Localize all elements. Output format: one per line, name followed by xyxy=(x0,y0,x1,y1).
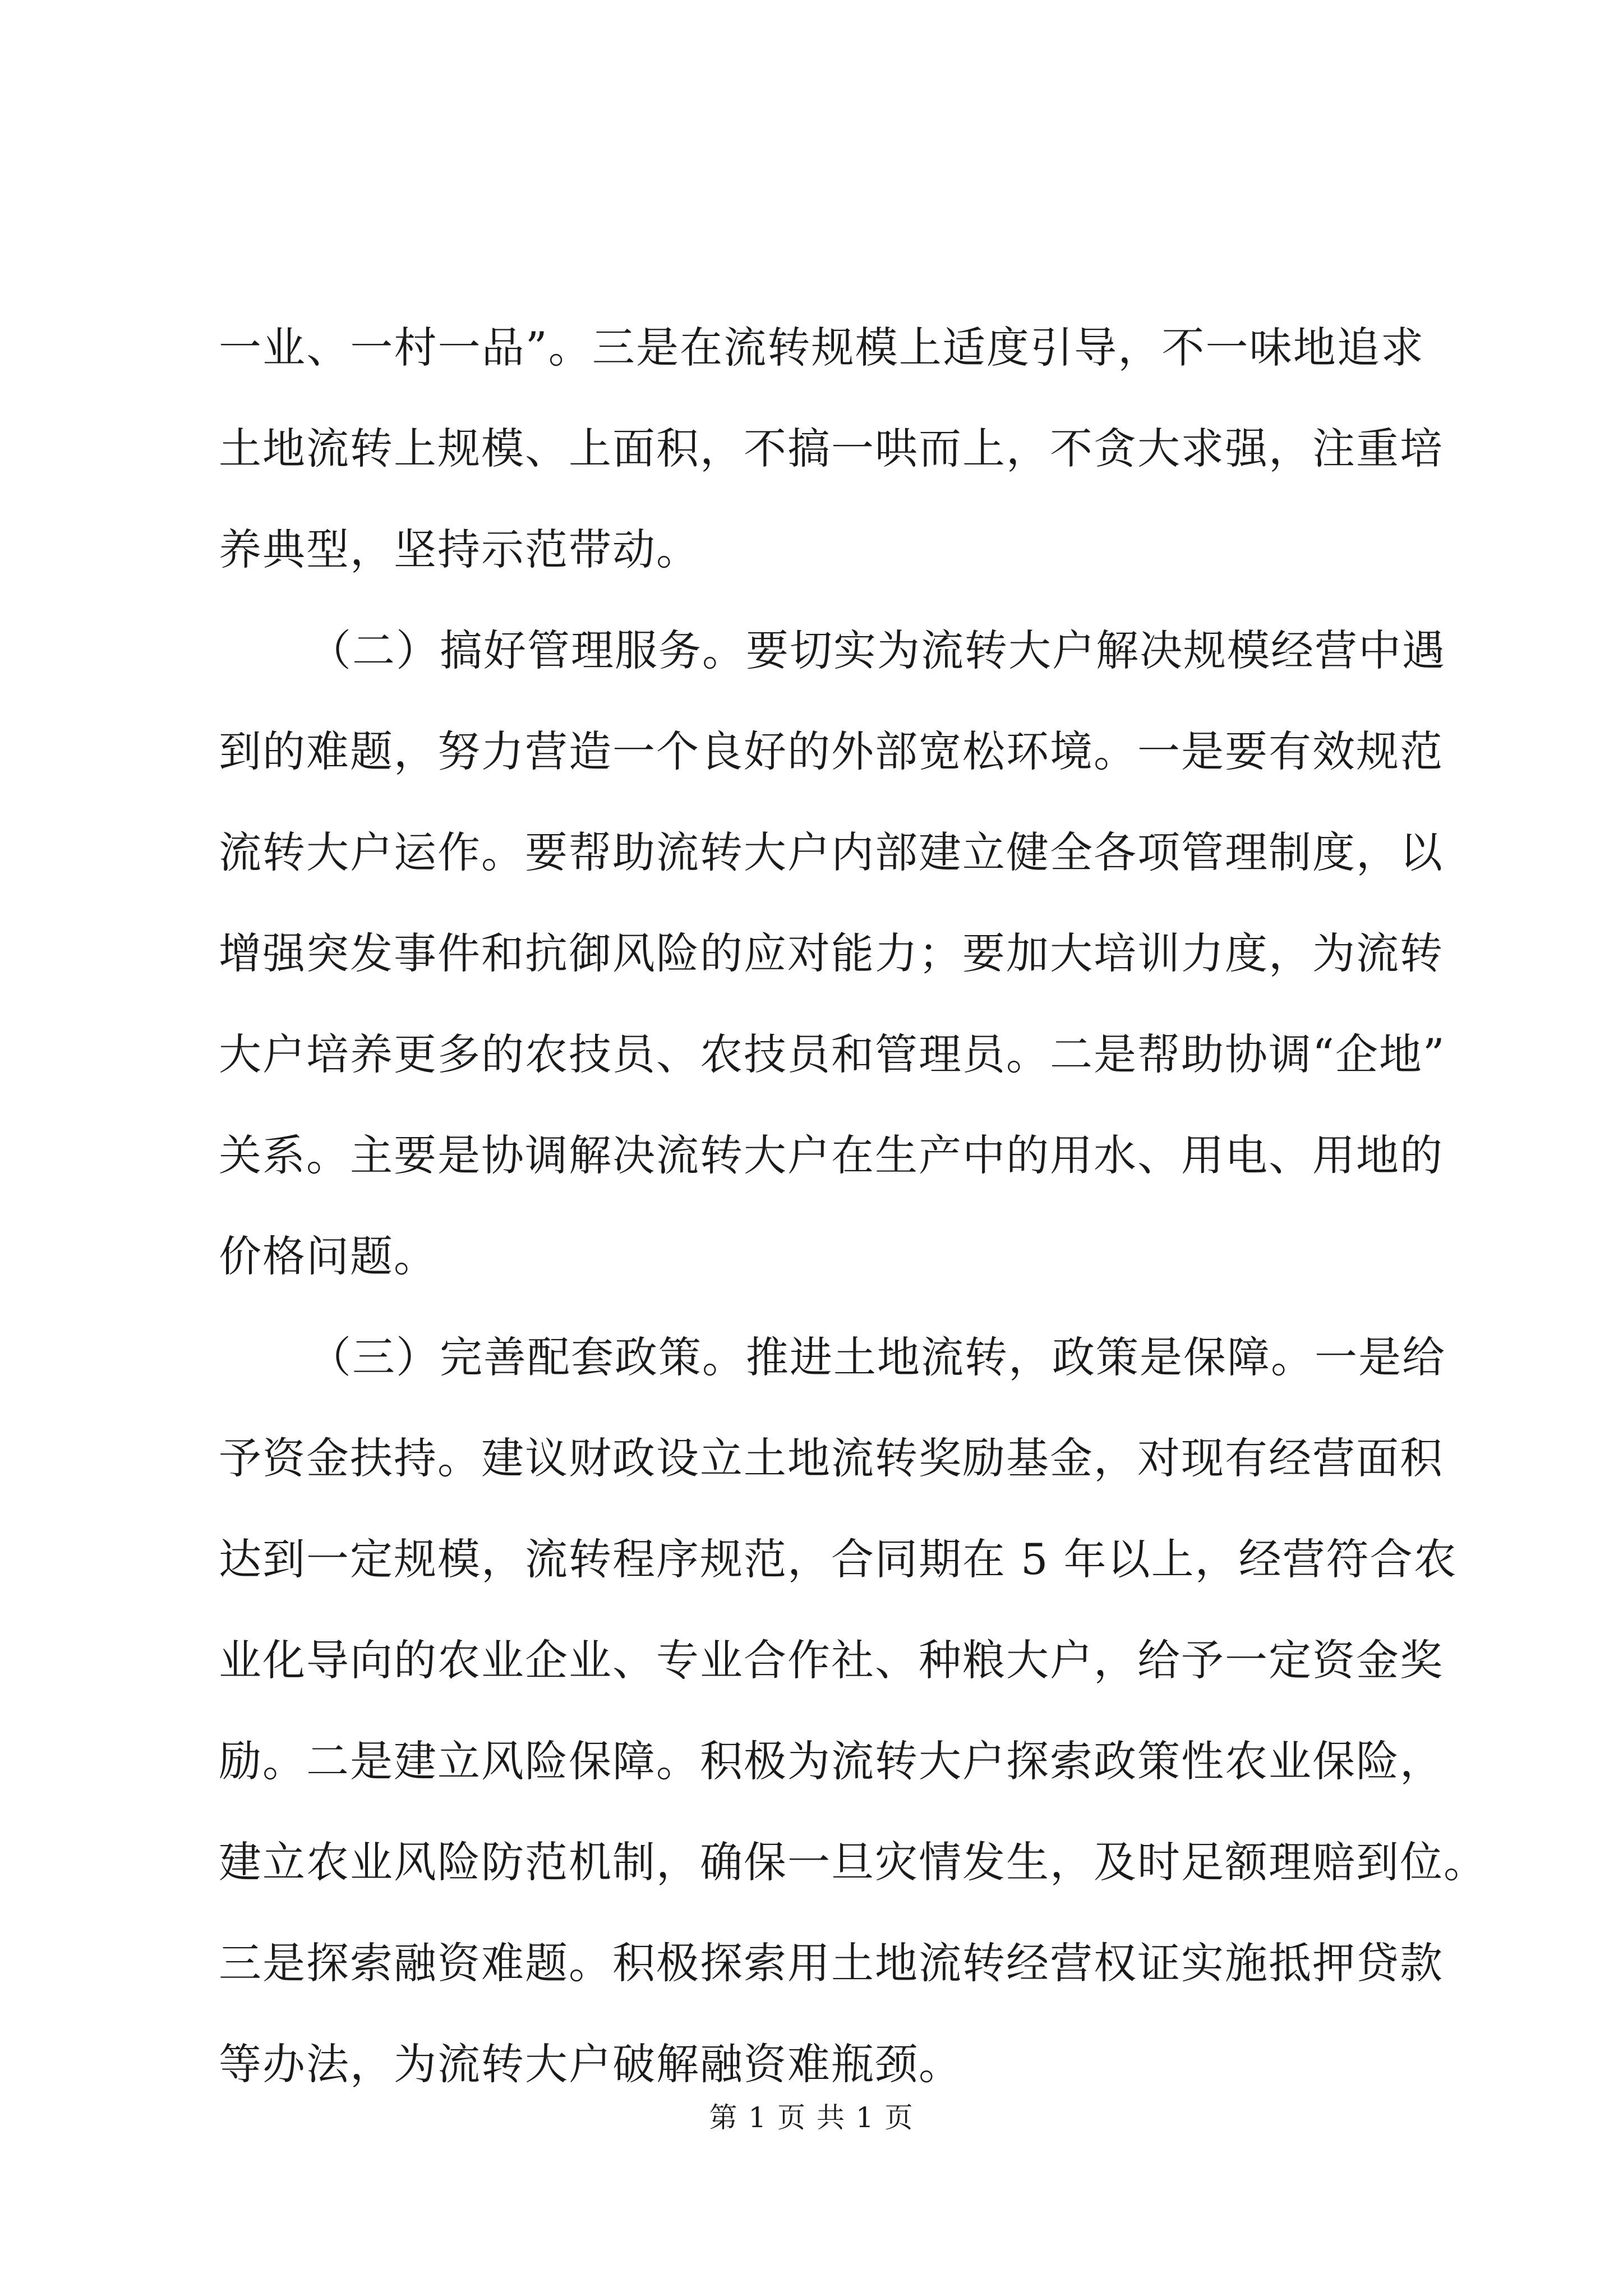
text-line: 建立农业风险防范机制，确保一旦灾情发生，及时足额理赔到位。 xyxy=(219,1837,1487,1887)
text-line: 业化导向的农业企业、专业合作社、种粮大户，给予一定资金奖 xyxy=(219,1635,1444,1685)
text-line: 励。二是建立风险保障。积极为流转大户探索政策性农业保险， xyxy=(219,1736,1444,1786)
document-body xyxy=(219,297,1487,2115)
text-line: 流转大户运作。要帮助流转大户内部建立健全各项管理制度，以 xyxy=(219,827,1444,877)
text-line: 三是探索融资难题。积极探索用土地流转经营权证实施抵押贷款 xyxy=(219,1938,1444,1988)
text-line: 关系。主要是协调解决流转大户在生产中的用水、用电、用地的 xyxy=(219,1130,1444,1180)
paragraph-first-line: （二）搞好管理服务。要切实为流转大户解决规模经营中遇 xyxy=(308,625,1446,675)
text-line: 增强突发事件和抗御风险的应对能力；要加大培训力度，为流转 xyxy=(219,928,1444,978)
text-line: 养典型，坚持示范带动。 xyxy=(219,524,700,574)
text-line: 到的难题，努力营造一个良好的外部宽松环境。一是要有效规范 xyxy=(219,726,1444,776)
page-number-footer: 第 1 页 共 1 页 xyxy=(709,2101,914,2134)
text-line: 大户培养更多的农技员、农技员和管理员。二是帮助协调“企地” xyxy=(219,1029,1446,1079)
text-line: 予资金扶持。建议财政设立土地流转奖励基金，对现有经营面积 xyxy=(219,1433,1444,1483)
text-line: 土地流转上规模、上面积，不搞一哄而上，不贪大求强，注重培 xyxy=(219,424,1444,473)
text-line: 价格问题。 xyxy=(219,1231,437,1281)
text-line: 一业、一村一品”。三是在流转规模上适度引导，不一味地追求 xyxy=(219,323,1424,372)
text-line: 达到一定规模，流转程序规范，合同期在 5 年以上，经营符合农 xyxy=(219,1534,1458,1584)
text-line: 等办法，为流转大户破解融资难瓶颈。 xyxy=(219,2039,962,2089)
paragraph-first-line: （三）完善配套政策。推进土地流转，政策是保障。一是给 xyxy=(308,1332,1446,1382)
